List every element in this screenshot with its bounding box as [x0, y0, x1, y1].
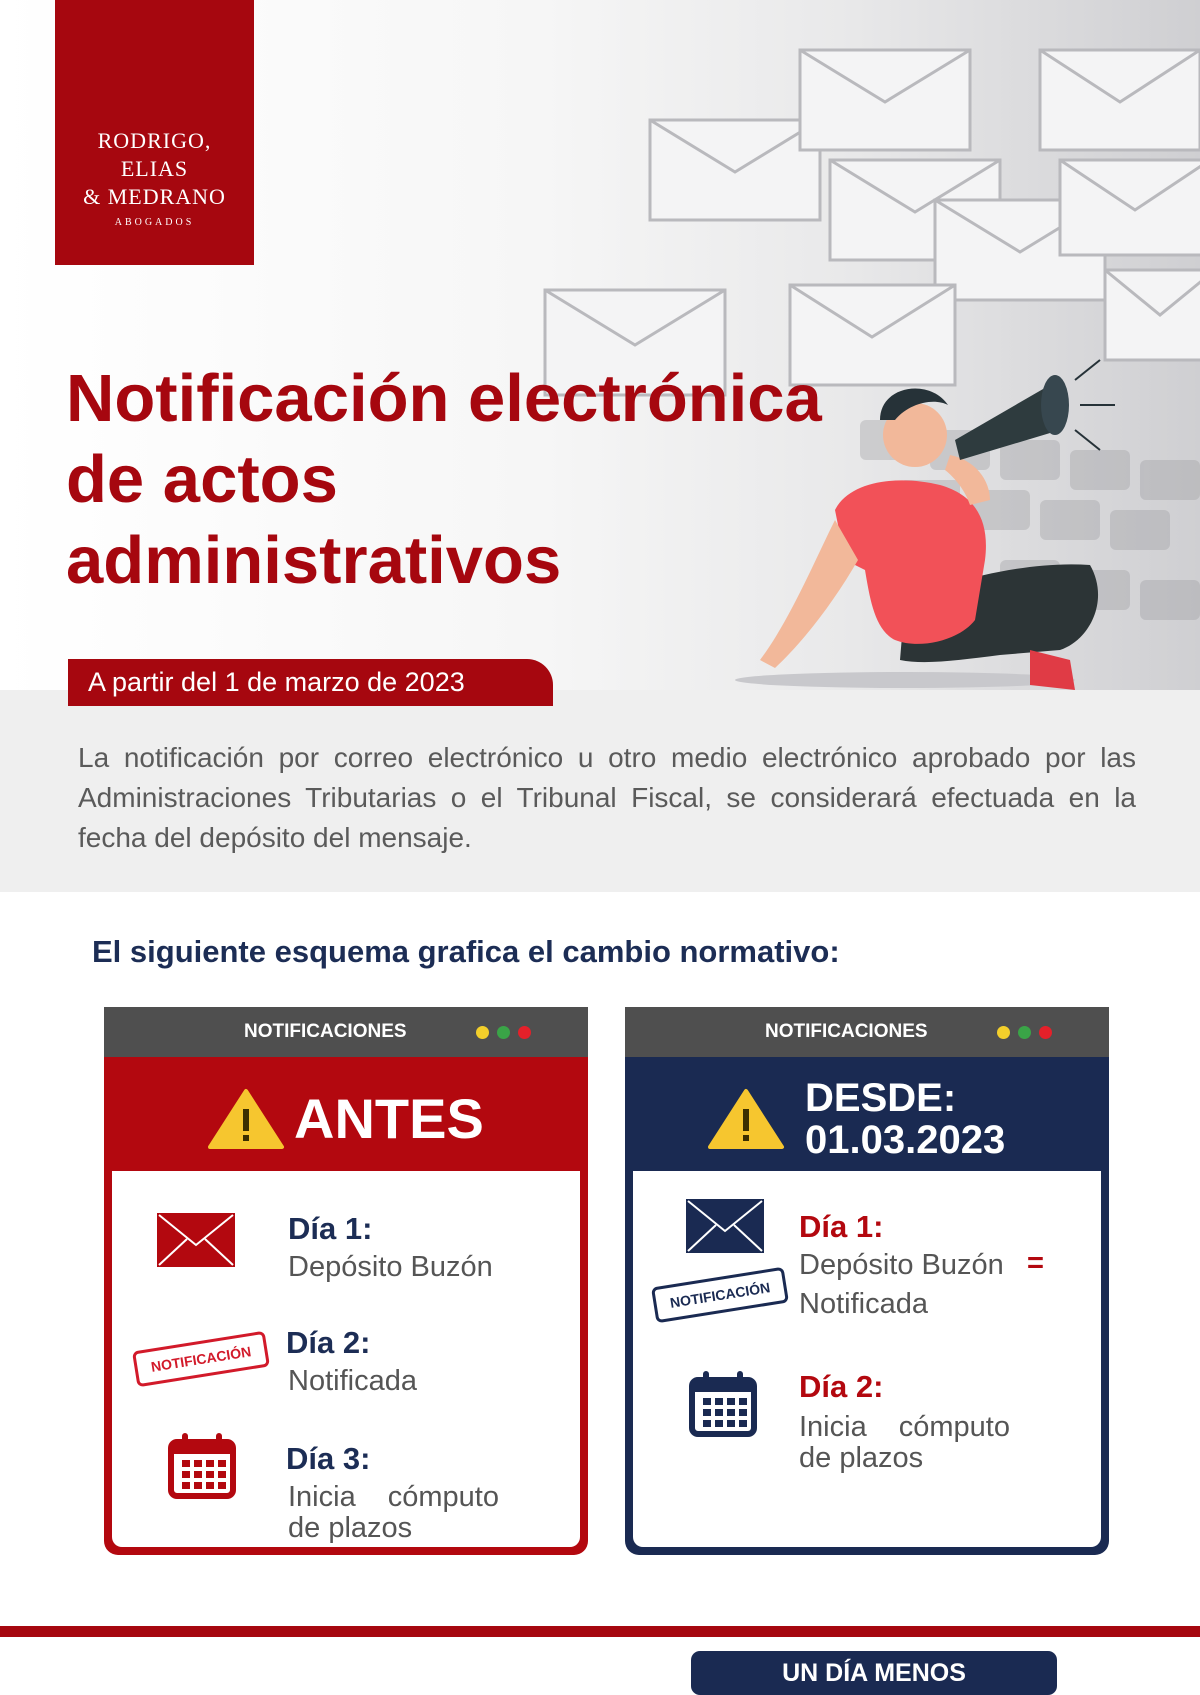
- calendar-icon: [168, 1433, 236, 1499]
- red-dot-icon: [1039, 1026, 1052, 1039]
- scheme-heading: El siguiente esquema grafica el cambio normativo:: [92, 934, 840, 969]
- calendar-icon: [689, 1371, 757, 1437]
- warning-icon: [207, 1087, 285, 1151]
- day-label: Día 3:: [286, 1441, 371, 1476]
- day-description: Notificada: [288, 1365, 417, 1397]
- day-description-line1: Inicia cómputo: [288, 1481, 499, 1513]
- equals-sign: =: [1027, 1247, 1044, 1279]
- envelope-bg-icon: [800, 50, 970, 150]
- logo-text-line3: & MEDRANO: [83, 184, 226, 209]
- envelope-icon: [686, 1199, 764, 1253]
- notification-stamp: NOTIFICACIÓN: [651, 1267, 789, 1324]
- envelope-icon: [157, 1213, 235, 1267]
- firm-logo: [55, 0, 254, 265]
- day-description-line2: de plazos: [288, 1512, 413, 1544]
- card-body: [633, 1171, 1101, 1687]
- window-bar-label: NOTIFICACIONES: [244, 1021, 407, 1042]
- page-title: Notificación electrónica de actos administrativos: [66, 361, 822, 598]
- yellow-dot-icon: [476, 1026, 489, 1039]
- day-label: Día 1:: [799, 1209, 884, 1244]
- day-description-line1: Depósito Buzón: [799, 1249, 1004, 1281]
- notification-stamp: NOTIFICACIÓN: [132, 1331, 270, 1388]
- window-bar: [104, 1007, 588, 1057]
- day-label: Día 2:: [799, 1369, 884, 1404]
- envelope-bg-icon: [1105, 270, 1200, 360]
- envelope-bg-icon: [1060, 160, 1200, 255]
- green-dot-icon: [1018, 1026, 1031, 1039]
- date-label: A partir del 1 de marzo de 2023: [68, 659, 553, 706]
- logo-text-line1: RODRIGO,: [97, 128, 212, 153]
- red-dot-icon: [518, 1026, 531, 1039]
- green-dot-icon: [497, 1026, 510, 1039]
- day-label: Día 2:: [286, 1325, 371, 1360]
- day-description-line1: Inicia cómputo: [799, 1411, 1010, 1443]
- card-before: [104, 1007, 588, 1555]
- intro-paragraph: La notificación por correo electrónico u otro medio electrónico aprobado por las Administraciones Tributarias o el Tribunal Fiscal, se considerará efectuada en la fecha del depósito del mensaje.: [78, 742, 1136, 853]
- day-description-line2: de plazos: [799, 1442, 924, 1474]
- footer-bar: [0, 1626, 1200, 1637]
- warning-icon: [707, 1087, 785, 1151]
- card-title-desde: DESDE:: [805, 1076, 957, 1120]
- card-body: [112, 1171, 580, 1547]
- window-bar: [625, 1007, 1109, 1057]
- card-title-antes: ANTES: [294, 1087, 484, 1150]
- window-bar-label: NOTIFICACIONES: [765, 1021, 928, 1042]
- hero-banner: [0, 0, 1200, 690]
- day-description-line2: Notificada: [799, 1288, 928, 1320]
- envelope-bg-icon: [650, 120, 820, 220]
- logo-subtitle: ABOGADOS: [114, 217, 195, 228]
- card-title-date: 01.03.2023: [805, 1118, 1006, 1162]
- yellow-dot-icon: [997, 1026, 1010, 1039]
- one-day-less-badge: UN DÍA MENOS: [691, 1651, 1057, 1695]
- card-after: [625, 1007, 1109, 1687]
- envelope-bg-icon: [1040, 50, 1200, 150]
- logo-text-line2: ELIAS: [120, 156, 189, 181]
- day-description: Depósito Buzón: [288, 1251, 493, 1283]
- day-label: Día 1:: [288, 1211, 373, 1246]
